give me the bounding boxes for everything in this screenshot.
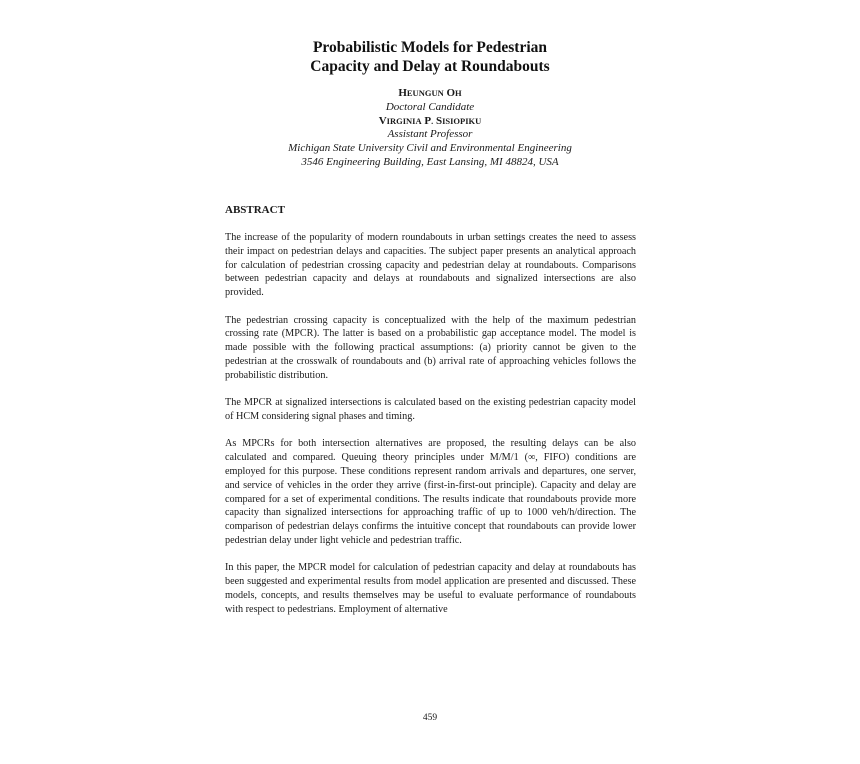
author-1-name: HEUNGUN OH xyxy=(398,87,462,99)
affiliation: Michigan State University Civil and Environmental Engineering xyxy=(288,142,572,155)
author-2-role: Assistant Professor xyxy=(387,128,473,141)
author-2-name: VIRGINIA P. SISIOPIKU xyxy=(378,114,482,127)
paper-title xyxy=(0,38,860,76)
paragraph: The MPCR at signalized intersections is calculated based on the existing pedestrian capacity model of HCM considering signal phases and timing. xyxy=(225,397,636,422)
paragraph: As MPCRs for both intersection alternatives are proposed, the resulting delays can be also calculated and compared. Queuing theory principles under M/M/1 (∞, FIFO) conditions are employed for this purpose. These conditions represent random arrivals and departures, one server, and service of vehicles in the order they arrive (first-in-first-out principle). Capacity and delay are compared for a set of experimental conditions. The results indicate that roundabouts provide more capacity than signalized intersections for approaching traffic of up to 1000 veh/h/direction. The comparison of pedestrian delays confirms the intuitive concept that roundabouts can provide lower pedestrian delay under light vehicle and pedestrian traffic. xyxy=(225,438,636,546)
address: 3546 Engineering Building, East Lansing, MI 48824, USA xyxy=(301,155,559,168)
abstract-heading: ABSTRACT xyxy=(225,204,285,216)
abstract-body xyxy=(225,231,636,630)
title-line-1: Probabilistic Models for Pedestrian xyxy=(312,39,548,56)
author-block xyxy=(0,87,860,170)
paragraph: In this paper, the MPCR model for calculation of pedestrian capacity and delay at roundabouts has been suggested and experimental results from model application are presented and discussed. These models, concepts, and results themselves may be useful to evaluate performance of roundabouts with respect to pedestrians. Employment of alternative xyxy=(225,562,636,615)
title-line-2: Capacity and Delay at Roundabouts xyxy=(310,58,550,75)
author-1-role: Doctoral Candidate xyxy=(385,100,475,113)
paragraph: The pedestrian crossing capacity is conceptualized with the help of the maximum pedestrian crossing rate (MPCR). The latter is based on a probabilistic gap acceptance model. The model is made possible with the following practical assumptions: (a) priority cannot be given to the pedestrian at the crosswalk of roundabouts and (b) arrival rate of approaching vehicles follows the probabilistic distribution. xyxy=(225,314,636,381)
page-number: 459 xyxy=(422,713,438,723)
paragraph: The increase of the popularity of modern roundabouts in urban settings creates the need to assess their impact on pedestrian delays and capacities. The subject paper presents an analytical approach for calculation of pedestrian crossing capacity and pedestrian delay at roundabouts. Comparisons between pedestrian capacity and delays at roundabouts and signalized intersections are also provided. xyxy=(225,232,636,299)
